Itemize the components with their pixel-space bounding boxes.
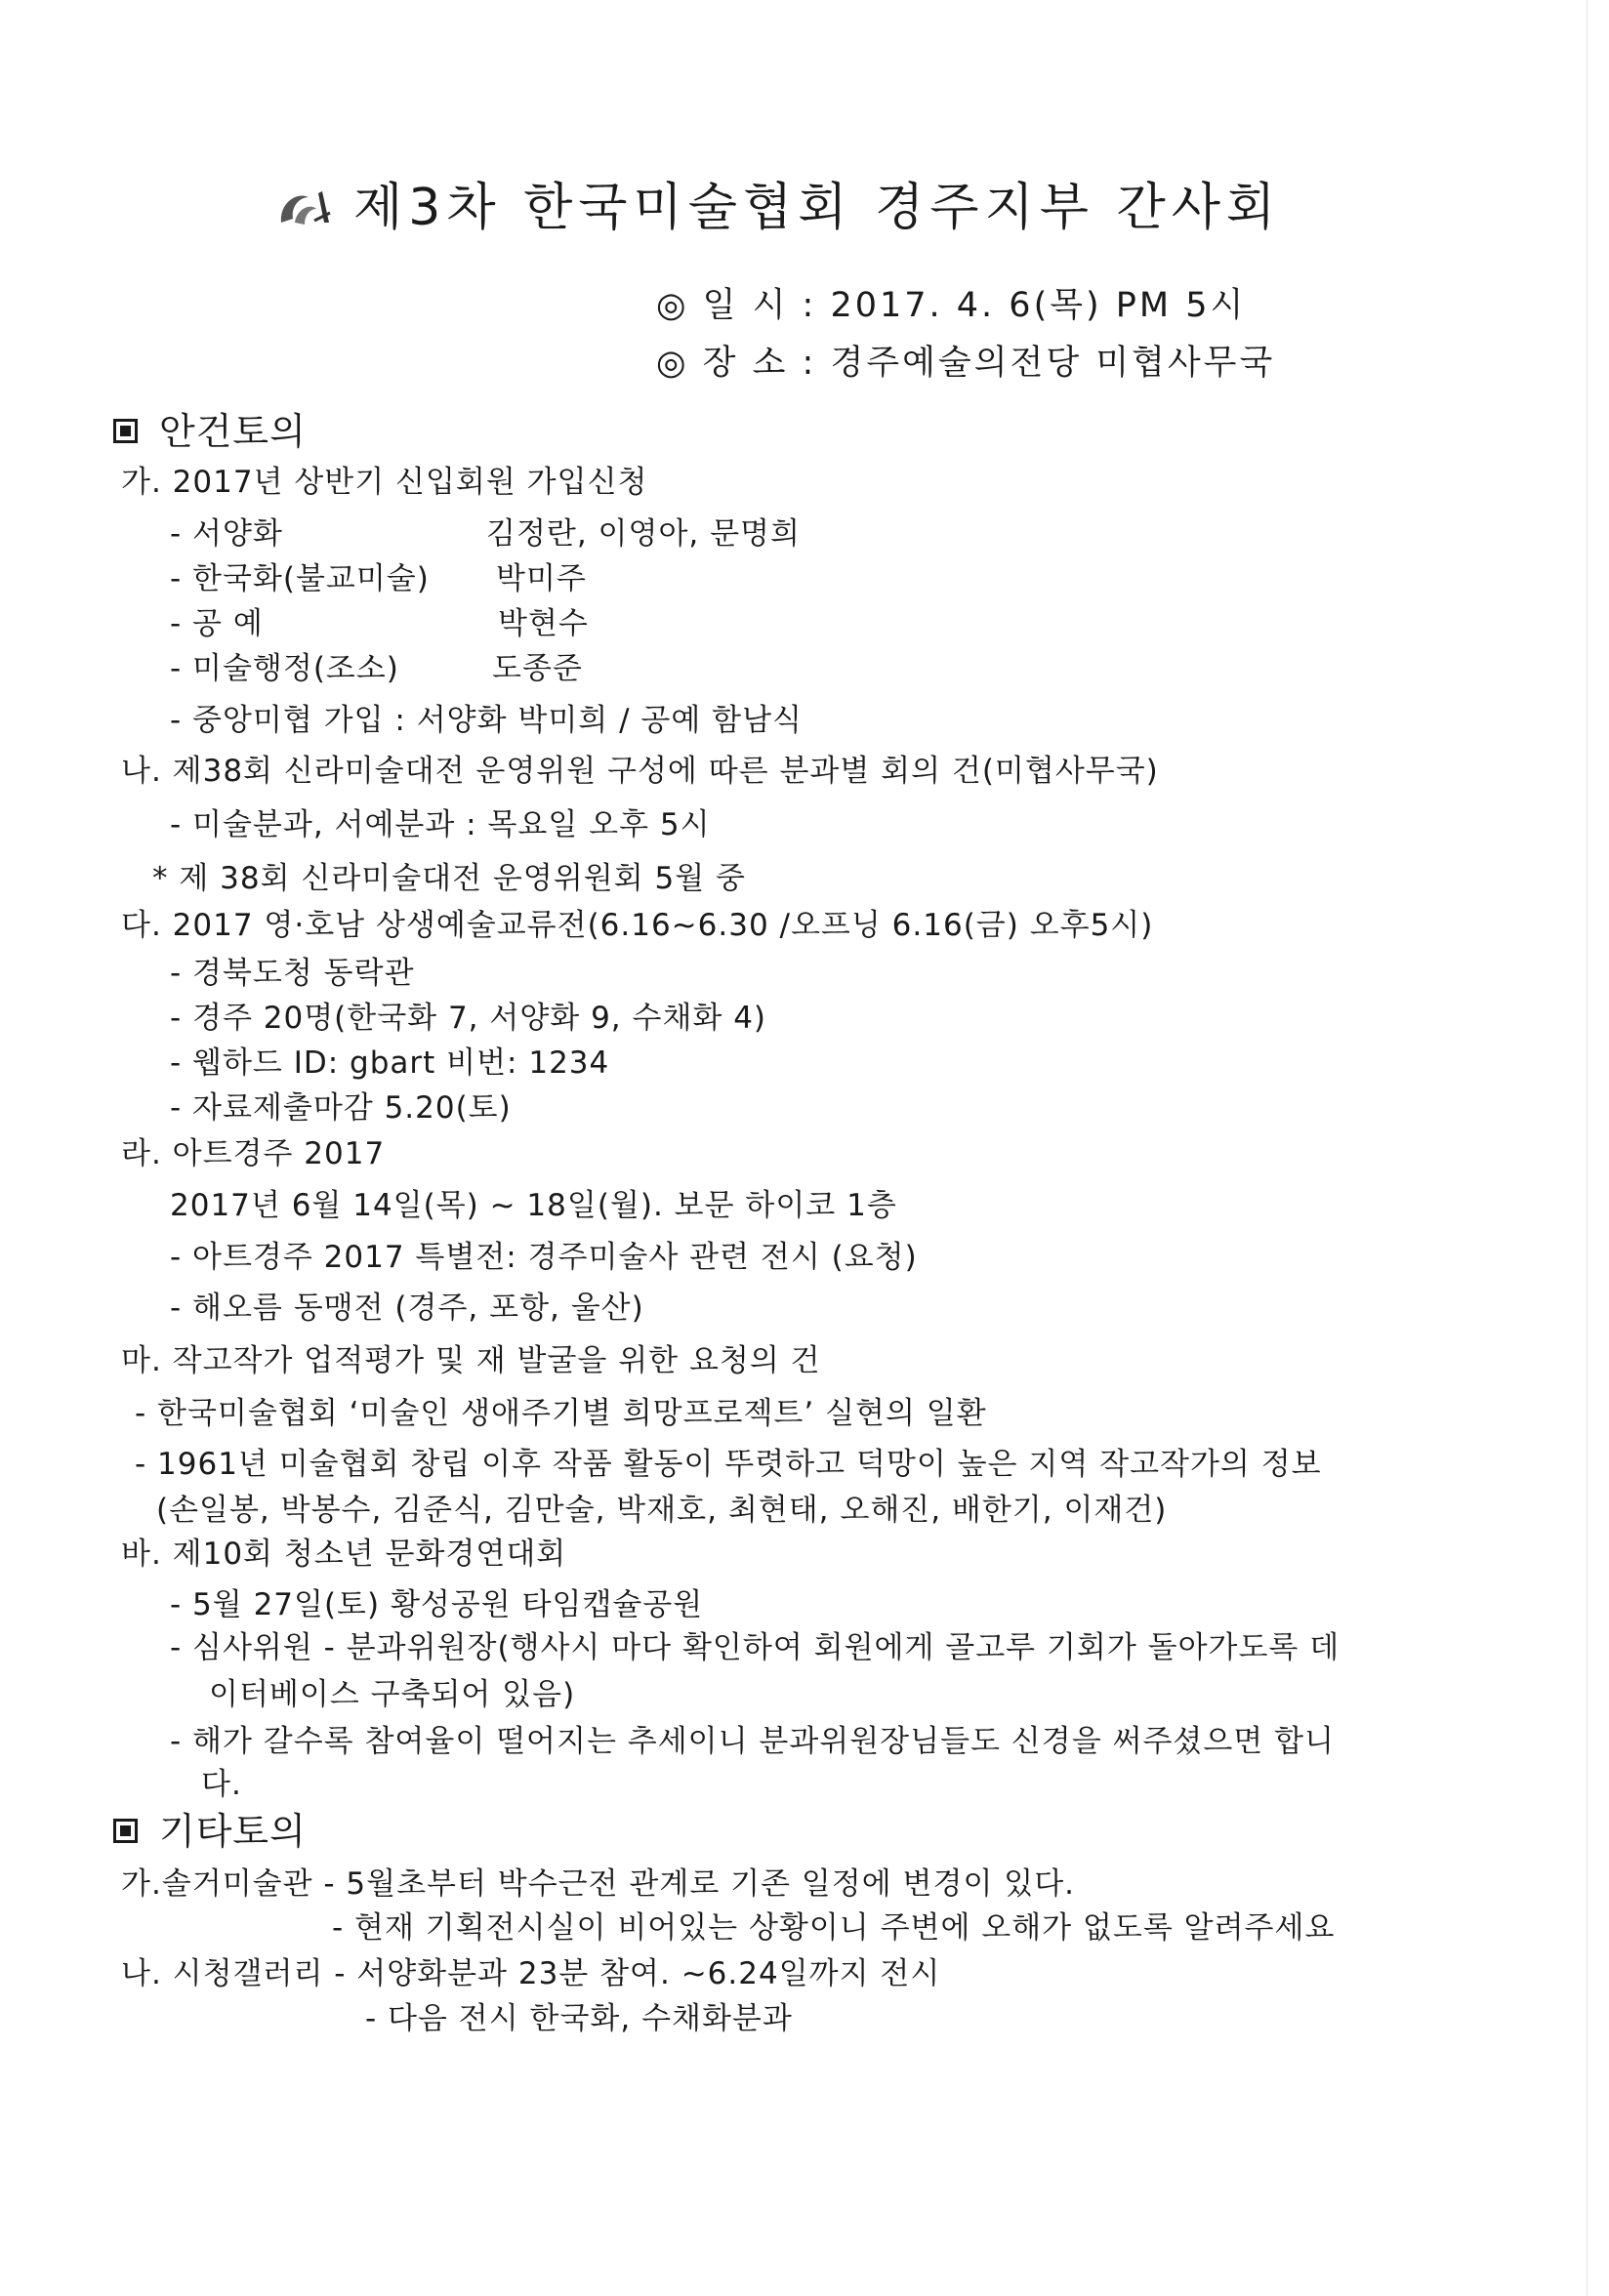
agenda-heading-text: 안건토의 <box>159 410 307 453</box>
other-na-line-cont: - 다음 전시 한국화, 수채화분과 <box>365 2001 793 2036</box>
item-na-note: * 제 38회 신라미술대전 운영위원회 5월 중 <box>152 861 746 896</box>
document-header <box>275 174 1281 242</box>
item-da-line: - 웹하드 ID: gbart 비번: 1234 <box>170 1046 610 1081</box>
agenda-section-heading <box>113 408 307 455</box>
scan-edge <box>1587 0 1588 2296</box>
item-ba-line: - 5월 27일(토) 황성공원 타임캡슐공원 <box>170 1587 704 1622</box>
item-da-line: - 자료제출마감 5.20(토) <box>170 1090 512 1126</box>
member-row-label: - 공 예 <box>170 606 264 641</box>
item-na-line: - 미술분과, 서예분과 : 목요일 오후 5시 <box>170 807 711 842</box>
item-ba-line-cont: 이터베이스 구축되어 있음) <box>209 1677 576 1712</box>
other-ga-line-cont: - 현재 기획전시실이 비어있는 상황이니 주변에 오해가 없도록 알려주세요 <box>332 1910 1336 1946</box>
member-row-value: 박현수 <box>498 606 589 641</box>
item-ba-title: 바. 제10회 청소년 문화경연대회 <box>121 1537 567 1572</box>
member-row-value: 김정란, 이영아, 문명희 <box>486 516 801 552</box>
item-da-line: - 경주 20명(한국화 7, 서양화 9, 수채화 4) <box>170 1001 767 1036</box>
central-membership-line: - 중앙미협 가입 : 서양화 박미희 / 공예 함남식 <box>170 703 803 738</box>
item-ra-line: - 아트경주 2017 특별전: 경주미술사 관련 전시 (요청) <box>170 1240 918 1275</box>
other-na-line: 나. 시청갤러리 - 서양화분과 23분 참여. ~6.24일까지 전시 <box>121 1956 941 1991</box>
item-ba-line: - 해가 갈수록 참여율이 떨어지는 추세이니 분과위원장님들도 신경을 써주셨으면 합니 <box>170 1724 1335 1759</box>
item-ga-title: 가. 2017년 상반기 신입회원 가입신청 <box>121 465 648 500</box>
member-row-value: 도종준 <box>492 651 583 686</box>
member-row-label: - 미술행정(조소) <box>170 651 399 686</box>
item-ra-dates: 2017년 6월 14일(목) ~ 18일(월). 보문 하이코 1층 <box>170 1188 897 1223</box>
item-ba-line: - 심사위원 - 분과위원장(행사시 마다 확인하여 회원에게 골고루 기회가 돌아가도록 데 <box>170 1630 1341 1665</box>
member-row-value: 박미주 <box>496 561 587 596</box>
item-ba-line-cont: 다. <box>201 1767 242 1802</box>
checkbox-square-icon <box>113 419 138 443</box>
item-da-line: - 경북도청 동락관 <box>170 956 415 991</box>
item-da-title: 다. 2017 영·호남 상생예술교류전(6.16~6.30 /오프닝 6.16(금) 오후5시) <box>121 908 1154 943</box>
item-ma-line: - 한국미술협회 ‘미술인 생애주기별 희망프로젝트’ 실현의 일환 <box>135 1396 987 1431</box>
item-ma-line-cont: (손일봉, 박봉수, 김준식, 김만술, 박재호, 최현태, 오해진, 배한기, 이재건) <box>156 1493 1168 1528</box>
other-heading-text: 기타토의 <box>159 1810 307 1853</box>
item-ma-title: 마. 작고작가 업적평가 및 재 발굴을 위한 요청의 건 <box>121 1343 821 1378</box>
document-title: 제3차 한국미술협회 경주지부 간사회 <box>353 179 1282 237</box>
meeting-date: ◎ 일 시 : 2017. 4. 6(목) PM 5시 <box>656 286 1247 325</box>
association-logo-icon <box>275 184 332 232</box>
member-row-label: - 한국화(불교미술) <box>170 561 430 596</box>
meeting-place: ◎ 장 소 : 경주예술의전당 미협사무국 <box>656 344 1276 383</box>
other-section-heading <box>113 1808 307 1855</box>
item-ma-line: - 1961년 미술협회 창립 이후 작품 활동이 뚜렷하고 덕망이 높은 지역 작고작가의 정보 <box>135 1447 1322 1482</box>
item-ra-line: - 해오름 동맹전 (경주, 포항, 울산) <box>170 1291 644 1326</box>
item-na-title: 나. 제38회 신라미술대전 운영위원 구성에 따른 분과별 회의 건(미협사무국) <box>121 754 1159 789</box>
item-ra-title: 라. 아트경주 2017 <box>121 1136 386 1171</box>
other-ga-line: 가.솔거미술관 - 5월초부터 박수근전 관계로 기존 일정에 변경이 있다. <box>121 1866 1075 1902</box>
member-row-label: - 서양화 <box>170 516 283 552</box>
checkbox-square-icon <box>113 1819 138 1843</box>
